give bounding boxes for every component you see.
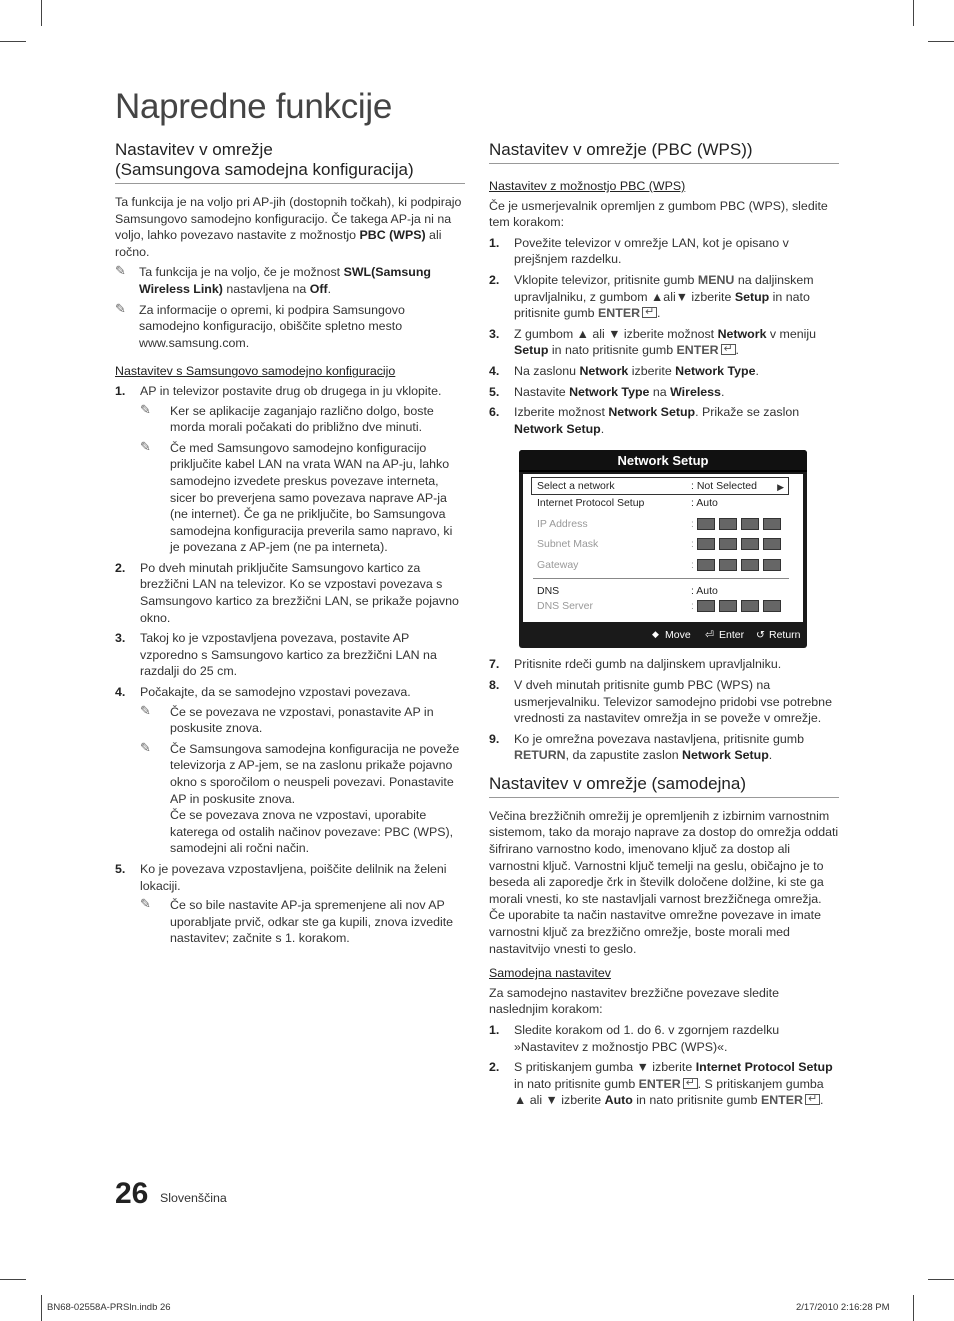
intro-paragraph: Ta funkcija je na voljo pri AP-jih (dostopnih točkah), ki podpirajo Samsungovo samodejno konfiguracijo. Če takega AP-ja ni na voljo, lahko povezavo nastavite z možnostjo PBC (WPS) ali ročno. [115,195,462,259]
network-setup-screen [519,450,807,648]
page-number: 26 [115,1177,149,1210]
note: ✎ Če med Samsungovo samodejno konfiguracijo priključite kabel LAN na vrata WAN na AP-ju, lahko samodejno izvedete preskus povezave interneta, sicer bo preverjena samo povezava naprave AP-ja (ne internet). Če ga ne priključite, bo Samsungova samodejna konfiguracija preverila samo napravo, ki je povezana z AP-jem (ne pa interneta). [140,439,453,555]
return-hint: Return [769,629,801,642]
list-item: 4. Na zaslonu Network izberite Network Type. [489,363,759,378]
list-item: 1. Povežite televizor v omrežje LAN, kot je opisano v prejšnjem razdelku. [489,235,789,267]
enter-icon [642,307,657,318]
intro-paragraph: Za samodejno nastavitev brezžične povezave sledite naslednjim korakom: [489,985,779,1017]
note-pencil-icon: ✎ [140,439,151,455]
language-label: Slovenščina [160,1191,227,1205]
crop-mark [913,1295,914,1321]
enter-icon [805,1094,820,1105]
gateway-row: Gateway : [537,557,787,573]
heading-line: (Samsungova samodejna konfiguracija) [115,160,414,179]
list-item: 8. V dveh minutah pritisnite gumb PBC (WPS) na usmerjevalniku. Televizor samodejno pridobi vse potrebne vrednosti za nastavitev omrežja in se poveže v omrežje. [489,677,832,726]
list-item: 1. AP in televizor postavite drug ob drugega in ju vklopite. ✎ Ker se aplikacije zaganjajo različno dolgo, boste morda morali počakati do približno dve minuti. ✎ Če med Samsungovo samodejno konfiguracijo priključite kabel LAN na vrata WAN na AP-ju, lahko samodejno izvedete preskus povezave interneta, sicer bo preverjena samo povezava naprave AP-ja (ne internet). Če ga ne priključite, bo Samsungova samodejna konfiguracija preverila samo napravo, ki je povezana z AP-jem (ne pa interneta). [115,383,465,556]
ip-address-row: IP Address : [537,516,787,532]
select-network-row[interactable]: Select a network : Not Selected [537,480,757,493]
intro-paragraph: Če je usmerjevalnik opremljen z gumbom PBC (WPS), sledite tem korakom: [489,198,828,230]
network-setup-footer [519,624,807,646]
crop-mark [913,0,914,26]
list-item: 7. Pritisnite rdeči gumb na daljinskem upravljalniku. [489,657,782,672]
network-setup-title: Network Setup [617,453,709,469]
print-info-left: BN68-02558A-PRSln.indb 26 [47,1302,171,1313]
note-pencil-icon: ✎ [140,740,151,756]
dns-server-row: DNS Server : [537,598,787,614]
note: ✎ Če Samsungova samodejna konfiguracija ne poveže televizorja z AP-jem, se na zaslonu prikaže pojavno okno s sporočilom o neuspeli povezavi. Ponastavite AP in poskusite znova. Če se povezava znova ne vzpostavi, uporabite katerega od ostalih načinov povezave: PBC (WPS), samodejni ali ročni način. [140,740,460,856]
list-item: 4. Počakajte, da se samodejno vzpostavi povezava. ✎ Če se povezava ne vzpostavi, ponastavite AP in poskusite znova. ✎ Če Samsungova samodejna konfiguracija ne poveže televizorja z AP-jem, se na zaslonu prikaže pojavno okno s sporočilom o neuspeli povezavi. Ponastavite AP in poskusite znova. Če se povezava znova ne vzpostavi, uporabite katerega od ostalih načinov povezave: PBC (WPS), samodejni ali ročni način. [115,684,465,857]
subheading: Samodejna nastavitev [489,966,611,981]
dns-row[interactable]: DNS : Auto [537,585,718,598]
network-setup-header [519,450,807,472]
return-icon: ↺ [756,629,765,642]
list-item: 2. Vklopite televizor, pritisnite gumb MENU na daljinskem upravljalniku, z gumbom ▲ali▼ izberite Setup in nato pritisnite gumb ENTER↵ . [489,272,839,322]
steps-list [489,235,839,438]
list-item: 6. Izberite možnost Network Setup. Prikaže se zaslon Network Setup. [489,405,800,436]
list-item: 5. Ko je povezava vzpostavljena, poiščite delilnik na želeni lokaciji. ✎ Če so bile nastavite AP-ja spremenjene ali nov AP uporabljate prvič, odkar ste ga kupili, znova izvedite nastavitev; začnite s 1. korakom. [115,861,465,947]
subnet-mask-row: Subnet Mask : [537,536,787,552]
subheading: Nastavitev z možnostjo PBC (WPS) [489,179,686,193]
note: ✎ Ker se aplikacije zaganjajo različno dolgo, boste morda morali počakati do približno dve minuti. [140,402,434,435]
note-pencil-icon: ✎ [140,703,151,719]
section-heading-auto-config [115,140,465,184]
list-item: 2. S pritiskanjem gumba ▼ izberite Internet Protocol Setup in nato pritisnite gumb ENTER↵ . S pritiskanjem gumba ▲ ali ▼ izberite Auto in nato pritisnite gumb ENTER↵ . [489,1059,839,1109]
steps-list [489,656,839,764]
network-setup-panel [523,474,803,622]
enter-icon [683,1078,698,1089]
list-item: 9. Ko je omrežna povezava nastavljena, pritisnite gumb RETURN, da zapustite zaslon Network Setup. [489,731,804,763]
enter-icon: ⏎ [705,629,714,642]
note-pencil-icon: ✎ [140,897,151,913]
note-pencil-icon: ✎ [140,402,151,418]
note-pencil-icon: ✎ [115,264,126,280]
print-info-right: 2/17/2010 2:16:28 PM [796,1302,890,1313]
heading-line: Nastavitev v omrežje [115,140,273,159]
note: ✎ Ta funkcija je na voljo, če je možnost SWL(Samsung Wireless Link) nastavljena na Off. [115,264,431,296]
note: ✎ Če se povezava ne vzpostavi, ponastavite AP in poskusite znova. [140,703,434,736]
crop-mark [928,1279,954,1280]
ip-protocol-setup-row[interactable]: Internet Protocol Setup : Auto [537,497,718,510]
move-hint: Move [665,629,691,642]
subheading: Nastavitev s Samsungovo samodejno konfiguracijo [115,364,396,379]
note: ✎ Za informacije o opremi, ki podpira Samsungovo samodejno konfiguracijo, obiščite spletno mesto www.samsung.com. [115,301,405,350]
crop-mark [0,41,26,42]
crop-mark [41,1295,42,1321]
crop-mark [928,41,954,42]
list-item: 3. Takoj ko je vzpostavljena povezava, postavite AP vzporedno s Samsungovo kartico za brezžični LAN na razdalji do 25 cm. [115,631,437,679]
page-title: Napredne funkcije [115,87,393,126]
section-heading-pbc: Nastavitev v omrežje (PBC (WPS)) [489,140,839,164]
left-column [115,140,465,951]
list-item: 1. Sledite korakom od 1. do 6. v zgornjem razdelku »Nastavitev z možnostjo PBC (WPS)«. [489,1023,780,1054]
steps-list [115,383,465,947]
intro-paragraph: Večina brezžičnih omrežij je opremljenih z izbirnim varnostnim sistemom, tako da morajo naprave za dostop do omrežja oddati šifrirano varnostno kodo, imenovano ključ za dostop ali varnostni ključ. Varnostni ključ temelji na geslu, običajno je to beseda ali zaporedje črk in številk določene dolžine, ki ste ga morali vnesti, ko ste nastavljali varnost brezžičnega omrežja. Če uporabite ta način nastavitve omrežne povezave in imate varnostni ključ za brezžično omrežje, boste morali med nastavitvijo vnesti to geslo. [489,808,839,956]
steps-list [489,1022,839,1109]
move-arrows-icon: ◆ [652,630,659,641]
enter-hint: Enter [719,629,745,642]
note-pencil-icon: ✎ [115,301,126,317]
list-item: 3. Z gumbom ▲ ali ▼ izberite možnost Network v meniju Setup in nato pritisnite gumb ENTER↵ . [489,326,839,359]
list-item: 5. Nastavite Network Type na Wireless. [489,384,725,399]
section-heading-automatic: Nastavitev v omrežje (samodejna) [489,774,839,798]
crop-mark [0,1279,26,1280]
right-column [489,140,839,1113]
enter-icon [721,344,736,355]
arrow-right-icon: ▶ [777,482,784,493]
divider [533,578,789,579]
note: ✎ Če so bile nastavite AP-ja spremenjene ali nov AP uporabljate prvič, odkar ste ga kupili, znova izvedite nastavitev; začnite s 1. korakom. [140,897,454,946]
crop-mark [41,0,42,26]
list-item: 2. Po dveh minutah priključite Samsungovo kartico za brezžični LAN na televizor. Ko se vzpostavi povezava s Samsungovo kartico za brezžični LAN, se prikaže pojavno okno. [115,560,459,625]
